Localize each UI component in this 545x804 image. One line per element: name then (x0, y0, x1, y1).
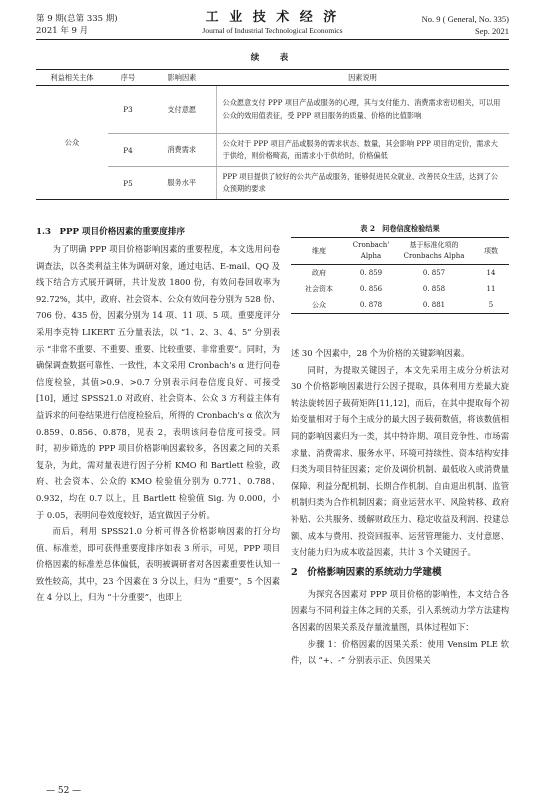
factor-description: 公众对于 PPP 项目产品或服务的需求状态、数量，其会影响 PPP 项目的定价，需求大于供给，则价格畸高，而需求小于供给时，价格偏低 (216, 134, 509, 167)
factor-number: P4 (108, 134, 148, 167)
col-header-factor: 影响因素 (148, 70, 216, 86)
header-divider (36, 39, 509, 40)
continued-table-label: 续 表 (250, 53, 295, 63)
col-header-dimension: 维度 (291, 238, 347, 265)
cronbach-cell: 0. 878 (347, 297, 395, 314)
table-2-caption: 表 2 问卷信度检验结果 (360, 224, 440, 233)
standardized-cell: 0. 858 (422, 285, 446, 293)
col-header-number: 序号 (108, 70, 148, 86)
page-number: — 52 — (46, 786, 82, 796)
factor-name: 支付意愿 (148, 86, 216, 134)
right-column (291, 345, 509, 669)
factor-number: P5 (108, 167, 148, 200)
factor-description: PPP 项目提供了较好的公共产品或服务，能够促进民众就业、改善民众生活，达到了公众预期的要求 (216, 167, 509, 200)
table-3-continued (36, 69, 509, 200)
body-paragraph: 同时，为提取关键因子，本文先采用主成分分析法对 30 个价格影响因素进行公因子提取，具体利用方差最大旋转法旋转因子载荷矩阵[11,12]，而后，在其中提取每个初始变量相对于每个主成分的最大因子载荷数值，将该数值相同的影响因素归为一类，其中特许期、项目竞争性、市场需求量、消费需求、服务水平、环境可持续性、资本结构安排归类为项目特征因素；定价及调价机制、最低收入或消费量保障、利益分配机制、长期合作机制、自由退出机制、监管机制归类为合作机制因素；商业运营水平、风险转移、政府补贴、公共服务、缓解财政压力、稳定收益及利润、投建总额、成本与费用、投资回报率、运营管理能力、支付意愿、支付能力归为成本收益因素，共计 3 个关键因子。 (291, 364, 509, 558)
cronbach-cell: 0. 859 (359, 269, 383, 277)
factor-name: 消费需求 (148, 134, 216, 167)
issue-number-right: No. 9 ( General, No. 335) (421, 14, 509, 24)
factor-description: 公众愿意支付 PPP 项目产品或服务的心理，其与支付能力、消费需求密切相关，可以用公众的效用值表征，受 PPP 项目服务的质量、价格的比值影响 (216, 86, 509, 134)
standardized-cell: 0. 857 (422, 269, 446, 277)
dimension-cell: 政府 (312, 269, 326, 277)
col-header-description: 因素说明 (216, 70, 509, 86)
standardized-cell: 0. 881 (395, 297, 473, 314)
header-issue-right (422, 13, 509, 37)
factor-number: P3 (108, 86, 148, 134)
factor-name: 服务水平 (148, 167, 216, 200)
items-cell: 11 (486, 285, 496, 293)
table-2-reliability (291, 237, 509, 314)
table-row (291, 297, 509, 314)
items-cell: 14 (486, 269, 496, 277)
section-heading-1-3: 1.3 PPP 项目价格因素的重要度排序 (36, 227, 186, 237)
table-row (291, 281, 509, 297)
col-header-standardized: 基于标准化项的 Cronbachs Alpha (395, 238, 473, 265)
section-heading-2: 2 价格影响因素的系统动力学建模 (291, 566, 442, 578)
table-row (36, 86, 509, 134)
col-header-cronbach: Cronbach' Alpha (347, 238, 395, 265)
col-header-items: 项数 (473, 238, 509, 265)
table-header-row (291, 238, 509, 265)
body-paragraph: 步骤 1：价格因素的因果关系：使用 Vensim PLE 软件，以 “+、-” 分别表示正、负因果关 (291, 638, 509, 666)
body-paragraph: 为探究各因素对 PPP 项目价格的影响性，本文结合各因素与不同利益主体之间的关系，引入系统动力学方法建构各因素的因果关系及存量流量图，具体过程如下： (291, 588, 509, 632)
dimension-cell: 公众 (291, 297, 347, 314)
left-column (36, 224, 280, 606)
issue-date-left: 2021 年 9 月 (36, 26, 89, 36)
journal-title-cn: 工 业 技 术 经 济 (205, 10, 340, 25)
body-paragraph: 为了明确 PPP 项目价格影响因素的重要程度，本文选用问卷调查法，以各类利益主体为调研对象，通过电话、E-mail、QQ 及线下结合方式展开调研，共计发放 1800 份，有效问卷回收率为 92.72%，其中，政府、社会资本、公众有效问卷分别为 528 份、706 份、435 份，因素分别为 14 项、11 项、5 项。重要度评分采用李克特 LIKERT 五分量表法，以 “1、2、3、4、5” 分别表示 “非常不重要、不重要、重要、比较重要、非常重要”。同时，为确保调查数据可靠性、一致性，本文采用 Cronbach's α 进行问卷信度检验，其值>0.9、>0.7 分别表示问卷信度良好、可接受[10]，通过 SPSS21.0 对政府、社会资本、公众 3 方利益主体有益诉求的问卷结果进行信度检验后，所得的 Cronbach's α 依次为 0.859、0.856、0.878，见表 2，表明该问卷信度可接受。同时，初步筛选的 PPP 项目价格影响因素较多，各因素之间的关系复杂，为此，需对量表进行因子分析 KMO 和 Bartlett 检验，政府、社会资本、公众的 KMO 检验值分别为 0.771、0.788、0.932，均在 0.7 以上，且 Bartlett 检验值 Sig. 为 0.000，小于 0.05，表明问卷效度较好，适宜做因子分析。 (36, 244, 280, 520)
table-header-row (36, 70, 509, 86)
dimension-cell: 社会资本 (305, 285, 333, 293)
stakeholder-cell: 公众 (36, 86, 108, 200)
body-paragraph: 述 30 个因素中，28 个为价格的关键影响因素。 (291, 348, 470, 358)
items-cell: 5 (473, 297, 509, 314)
issue-date-right: Sep. 2021 (475, 26, 509, 36)
issue-number-left: 第 9 期(总第 335 期) (36, 14, 118, 24)
cronbach-cell: 0. 856 (359, 285, 383, 293)
col-header-stakeholder: 利益相关主体 (36, 70, 108, 86)
table-row (291, 265, 509, 282)
journal-title-en: Journal of Industrial Technological Economics (202, 26, 343, 35)
body-paragraph: 而后，利用 SPSS21.0 分析可得各价格影响因素的打分均值、标准差，即可获得重要度排序如表 3 所示，可见，PPP 项目价格因素的标准差总体偏低，表明被调研者对各因素重要性认知一致性较高，其中，23 个因素在 3 分以上，归为 “重要”，5 个因素在 4 分以上，归为 “十分重要”，也即上 (36, 526, 280, 603)
